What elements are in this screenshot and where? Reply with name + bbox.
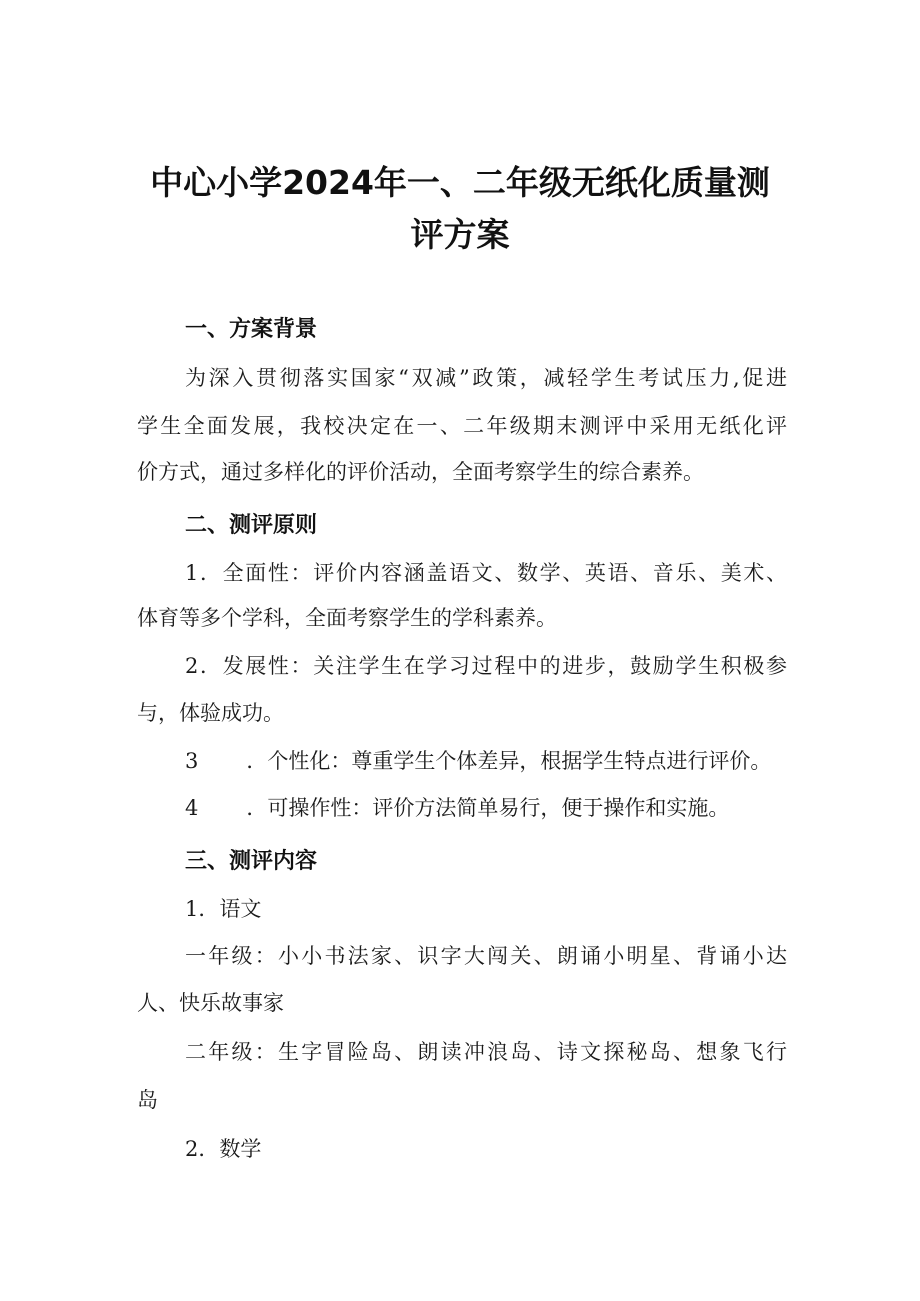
principle-item-4 (185, 798, 729, 819)
subsection-math: 2．数学 (185, 1137, 262, 1161)
item-text: ．个性化：尊重学生个体差异，根据学生特点进行评价。 (246, 749, 772, 773)
item-number: 4 (185, 796, 199, 820)
section-heading-principles: 二、测评原则 (185, 513, 318, 538)
section-heading-background: 一、方案背景 (185, 317, 318, 342)
grade2-line1: 二年级：生字冒险岛、朗读冲浪岛、诗文探秘岛、想象飞行 (185, 1040, 787, 1064)
principle-item-1-line2: 体育等多个学科，全面考察学生的学科素养。 (137, 606, 557, 630)
principle-item-1-line1: 1．全面性：评价内容涵盖语文、数学、英语、音乐、美术、 (185, 561, 787, 585)
document-title-line1: 中心小学2024年一、二年级无纸化质量测 (150, 163, 770, 202)
principle-item-3 (185, 751, 771, 772)
grade2-line2: 岛 (137, 1088, 158, 1112)
principle-item-2-line1: 2．发展性：关注学生在学习过程中的进步，鼓励学生积极参 (185, 654, 787, 678)
principle-item-2-line2: 与，体验成功。 (137, 701, 284, 725)
section-heading-content: 三、测评内容 (185, 849, 318, 874)
item-number: 3 (185, 749, 199, 773)
paragraph-line: 为深入贯彻落实国家“双减”政策，减轻学生考试压力,促进 (185, 366, 787, 390)
grade1-line2: 人、快乐故事家 (137, 991, 284, 1015)
document-title-line2: 评方案 (410, 215, 510, 254)
item-text: ．可操作性：评价方法简单易行，便于操作和实施。 (246, 796, 730, 820)
subsection-chinese: 1．语文 (185, 897, 262, 921)
paragraph-line: 价方式，通过多样化的评价活动，全面考察学生的综合素养。 (137, 460, 704, 484)
grade1-line1: 一年级：小小书法家、识字大闯关、朗诵小明星、背诵小达 (185, 944, 787, 968)
paragraph-line: 学生全面发展，我校决定在一、二年级期末测评中采用无纸化评 (137, 414, 787, 438)
